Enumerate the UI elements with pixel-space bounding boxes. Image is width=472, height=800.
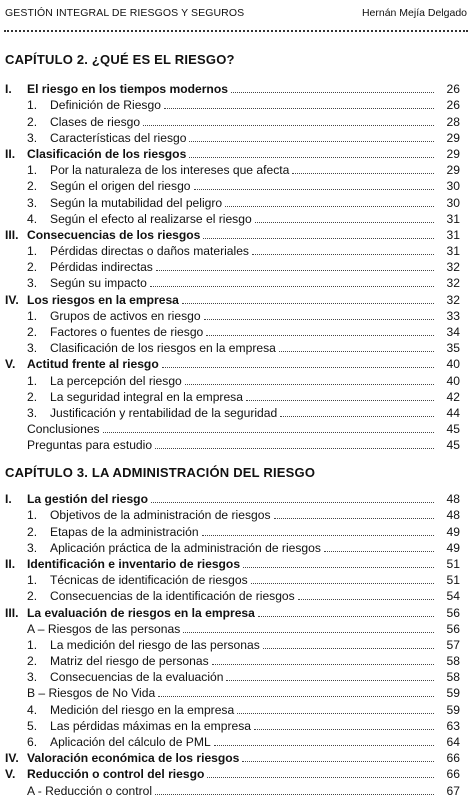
toc-entry-page: 35: [446, 341, 460, 356]
author-name: Hernán Mejía Delgado: [361, 7, 467, 19]
toc-entry: IV. Los riesgos en la empresa 32: [5, 292, 460, 307]
dot-leader: [183, 631, 434, 633]
toc-entry-page: 56: [446, 621, 460, 636]
toc-entry: 2. Etapas de la administración 49: [27, 524, 460, 539]
toc-entry: I. El riesgo en los tiempos modernos 26: [5, 82, 460, 97]
toc-entry-page: 29: [446, 163, 460, 178]
toc-entry-label: Consecuencias de la evaluación: [50, 670, 224, 685]
toc-entry: 2. Consecuencias de la identificación de riesgos 54: [27, 589, 460, 604]
toc-entry-label: Definición de Riesgo: [50, 98, 161, 113]
dot-leader: [207, 776, 434, 778]
toc-entry-page: 59: [446, 686, 460, 701]
dot-leader: [164, 107, 434, 109]
toc-entry-label: Características del riesgo: [50, 130, 187, 145]
dot-leader: [189, 140, 434, 142]
toc-entry-page: 29: [446, 146, 460, 161]
toc-entry-page: 40: [446, 373, 460, 388]
toc-entry-page: 66: [446, 767, 460, 782]
toc-entry-page: 32: [446, 260, 460, 275]
toc-entry-label: La percepción del riesgo: [50, 373, 182, 388]
toc-entry-label: Aplicación práctica de la administración de riesgos: [50, 540, 321, 555]
toc-entry-page: 30: [446, 179, 460, 194]
toc-entry-page: 67: [446, 783, 460, 798]
toc-entry-page: 32: [446, 276, 460, 291]
toc-entry: III. Consecuencias de los riesgos 31: [5, 227, 460, 242]
toc-entry: 1. Grupos de activos en riesgo 33: [27, 308, 460, 323]
dot-leader: [298, 598, 434, 600]
chapter-3-toc: [0, 490, 472, 798]
toc-entry: [0, 420, 472, 436]
toc-entry-label: A - Reducción o control: [27, 783, 153, 798]
toc-entry-label: A – Riesgos de las personas: [27, 621, 181, 636]
toc-entry: 2. Matriz del riesgo de personas 58: [27, 654, 460, 669]
toc-entry-label: Por la naturaleza de los intereses que afecta: [50, 163, 290, 178]
toc-entry: 1. Objetivos de la administración de riesgos 48: [27, 508, 460, 523]
toc-entry-page: 48: [446, 508, 460, 523]
toc-entry-label: Aplicación del cálculo de PML: [50, 735, 211, 749]
toc-entry: 1. Técnicas de identificación de riesgos 51: [27, 573, 460, 588]
toc-entry-label: Según la mutabilidad del peligro: [50, 195, 223, 210]
toc-entry-page: 64: [446, 735, 460, 749]
toc-entry-label: Según el origen del riesgo: [50, 179, 191, 194]
dot-leader: [155, 793, 434, 795]
toc-entry-label: Pérdidas indirectas: [50, 260, 153, 275]
toc-entry: 6. Aplicación del cálculo de PML 64: [27, 735, 460, 749]
toc-entry-label: La gestión del riesgo: [27, 492, 148, 507]
dot-leader: [231, 91, 434, 93]
toc-entry-label: Las pérdidas máximas en la empresa: [50, 718, 251, 733]
toc-entry-label: Clasificación de los riesgos: [27, 146, 187, 161]
toc-entry: 1. La medición del riesgo de las personas 57: [27, 637, 460, 652]
dot-leader: [185, 383, 434, 385]
toc-entry-page: 51: [446, 556, 460, 571]
toc-entry: 1. Por la naturaleza de los intereses que afecta 29: [27, 163, 460, 178]
toc-entry-page: 42: [446, 389, 460, 404]
chapter-2-title: CAPÍTULO 2. ¿QUÉ ES EL RIESGO?: [5, 52, 235, 67]
toc-entry-label: Técnicas de identificación de riesgos: [50, 573, 248, 588]
dot-leader: [255, 221, 434, 223]
toc-entry-page: 29: [446, 130, 460, 145]
toc-entry-page: 54: [446, 589, 460, 604]
dot-leader: [155, 447, 434, 449]
toc-entry: 5. Las pérdidas máximas en la empresa 63: [27, 718, 460, 733]
toc-entry-label: Pérdidas directas o daños materiales: [50, 244, 249, 259]
toc-entry: 3. Clasificación de los riesgos en la empresa 35: [27, 341, 460, 356]
toc-entry-page: 31: [446, 244, 460, 259]
toc-entry: II. Clasificación de los riesgos 29: [5, 146, 460, 161]
dot-leader: [246, 399, 434, 401]
toc-entry: 2. Factores o fuentes de riesgo 34: [27, 325, 460, 339]
dot-leader: [143, 124, 434, 126]
toc-entry: 3. Características del riesgo 29: [27, 130, 460, 145]
toc-entry-page: 44: [446, 405, 460, 420]
toc-entry-label: Preguntas para estudio: [27, 438, 153, 453]
dot-leader: [324, 550, 434, 552]
toc-entry-label: Etapas de la administración: [50, 524, 199, 539]
toc-entry: 3. Aplicación práctica de la administración de riesgos 49: [27, 540, 460, 555]
toc-entry-page: 28: [446, 114, 460, 129]
toc-entry-page: 26: [446, 82, 460, 97]
toc-entry-label: Clasificación de los riesgos en la empresa: [50, 341, 276, 356]
toc-entry: [0, 781, 472, 797]
toc-entry: II. Identificación e inventario de riesgos 51: [5, 556, 460, 571]
dot-leader: [156, 269, 434, 271]
toc-entry: [0, 684, 472, 700]
toc-entry-page: 49: [446, 524, 460, 539]
toc-entry-page: 40: [446, 357, 460, 372]
toc-entry-label: Consecuencias de la identificación de riesgos: [50, 589, 295, 604]
toc-entry: 3. Según su impacto 32: [27, 276, 460, 291]
dot-leader: [189, 156, 434, 158]
toc-entry-label: B – Riesgos de No Vida: [27, 686, 156, 701]
toc-entry-page: 26: [446, 98, 460, 113]
toc-entry-page: 57: [446, 637, 460, 652]
toc-entry-label: Reducción o control del riesgo: [27, 767, 205, 782]
dot-leader: [203, 237, 434, 239]
toc-entry-label: Consecuencias de los riesgos: [27, 227, 201, 242]
dot-leader: [274, 517, 435, 519]
toc-entry-page: 32: [446, 292, 460, 307]
header-divider: [4, 30, 468, 32]
toc-entry-page: 63: [446, 718, 460, 733]
dot-leader: [237, 712, 434, 714]
toc-entry-page: 45: [446, 438, 460, 453]
toc-entry-label: Según su impacto: [50, 276, 147, 291]
toc-entry-label: Actitud frente al riesgo: [27, 357, 159, 372]
toc-entry-label: Justificación y rentabilidad de la seguridad: [50, 405, 278, 420]
toc-entry-label: Grupos de activos en riesgo: [50, 308, 201, 323]
toc-entry-label: La seguridad integral en la empresa: [50, 389, 243, 404]
toc-entry-page: 49: [446, 540, 460, 555]
toc-entry-page: 34: [446, 325, 460, 339]
dot-leader: [279, 350, 434, 352]
toc-entry-label: Valoración económica de los riesgos: [27, 751, 240, 766]
chapter-2-toc: [0, 80, 472, 452]
toc-entry: V. Reducción o control del riesgo 66: [5, 767, 460, 782]
toc-entry-page: 31: [446, 211, 460, 226]
dot-leader: [263, 647, 434, 649]
book-title: GESTIÓN INTEGRAL DE RIESGOS Y SEGUROS: [5, 7, 245, 19]
dot-leader: [251, 582, 434, 584]
toc-entry-page: 48: [446, 492, 460, 507]
dot-leader: [151, 501, 434, 503]
dot-leader: [206, 334, 434, 336]
toc-entry-label: La medición del riesgo de las personas: [50, 637, 260, 652]
toc-entry: [0, 620, 472, 636]
toc-entry: 3. Justificación y rentabilidad de la seguridad 44: [27, 405, 460, 420]
dot-leader: [242, 760, 434, 762]
toc-entry-label: Factores o fuentes de riesgo: [50, 325, 204, 339]
toc-entry-page: 66: [446, 751, 460, 766]
dot-leader: [204, 318, 434, 320]
toc-entry-label: Matriz del riesgo de personas: [50, 654, 209, 669]
toc-entry-page: 31: [446, 227, 460, 242]
toc-entry: [0, 436, 472, 452]
dot-leader: [226, 679, 434, 681]
toc-entry-page: 58: [446, 670, 460, 685]
toc-entry-page: 30: [446, 195, 460, 210]
toc-entry-label: Los riesgos en la empresa: [27, 292, 179, 307]
dot-leader: [214, 744, 434, 746]
dot-leader: [254, 728, 434, 730]
toc-entry-label: La evaluación de riesgos en la empresa: [27, 605, 255, 620]
chapter-3-title: CAPÍTULO 3. LA ADMINISTRACIÓN DEL RIESGO: [5, 465, 316, 480]
dot-leader: [292, 172, 434, 174]
toc-entry-label: El riesgo en los tiempos modernos: [27, 82, 228, 97]
dot-leader: [150, 285, 434, 287]
toc-entry: 3. Según la mutabilidad del peligro 30: [27, 195, 460, 210]
dot-leader: [182, 302, 434, 304]
dot-leader: [194, 188, 434, 190]
dot-leader: [162, 366, 434, 368]
toc-entry: 2. La seguridad integral en la empresa 42: [27, 389, 460, 404]
dot-leader: [158, 695, 434, 697]
toc-entry-label: Clases de riesgo: [50, 114, 141, 129]
dot-leader: [258, 615, 434, 617]
toc-entry: 2. Según el origen del riesgo 30: [27, 179, 460, 194]
dot-leader: [212, 663, 434, 665]
toc-entry-label: Medición del riesgo en la empresa: [50, 702, 235, 717]
toc-entry: IV. Valoración económica de los riesgos 66: [5, 751, 460, 766]
toc-entry: 1. Pérdidas directas o daños materiales 31: [27, 244, 460, 259]
toc-entry: 4. Según el efecto al realizarse el riesgo 31: [27, 211, 460, 226]
toc-entry-page: 58: [446, 654, 460, 669]
toc-entry: V. Actitud frente al riesgo 40: [5, 357, 460, 372]
toc-entry: 1. La percepción del riesgo 40: [27, 373, 460, 388]
dot-leader: [103, 431, 434, 433]
toc-entry-page: 45: [446, 422, 460, 437]
toc-entry-page: 56: [446, 605, 460, 620]
toc-entry: 3. Consecuencias de la evaluación 58: [27, 670, 460, 685]
dot-leader: [252, 253, 434, 255]
toc-entry-page: 33: [446, 308, 460, 323]
toc-entry: III. La evaluación de riesgos en la empresa 56: [5, 605, 460, 620]
toc-entry-label: Conclusiones: [27, 422, 100, 437]
toc-entry-page: 59: [446, 702, 460, 717]
dot-leader: [202, 534, 434, 536]
toc-entry: 4. Medición del riesgo en la empresa 59: [27, 702, 460, 717]
toc-entry: 2. Pérdidas indirectas 32: [27, 260, 460, 275]
dot-leader: [225, 205, 434, 207]
dot-leader: [280, 415, 434, 417]
running-header: [5, 3, 467, 23]
toc-entry-label: Según el efecto al realizarse el riesgo: [50, 211, 252, 226]
toc-entry: I. La gestión del riesgo 48: [5, 492, 460, 507]
toc-entry-page: 51: [446, 573, 460, 588]
toc-entry-label: Objetivos de la administración de riesgos: [50, 508, 271, 523]
toc-entry-label: Identificación e inventario de riesgos: [27, 556, 241, 571]
toc-entry: 1. Definición de Riesgo 26: [27, 98, 460, 113]
dot-leader: [243, 566, 434, 568]
toc-entry: 2. Clases de riesgo 28: [27, 114, 460, 129]
